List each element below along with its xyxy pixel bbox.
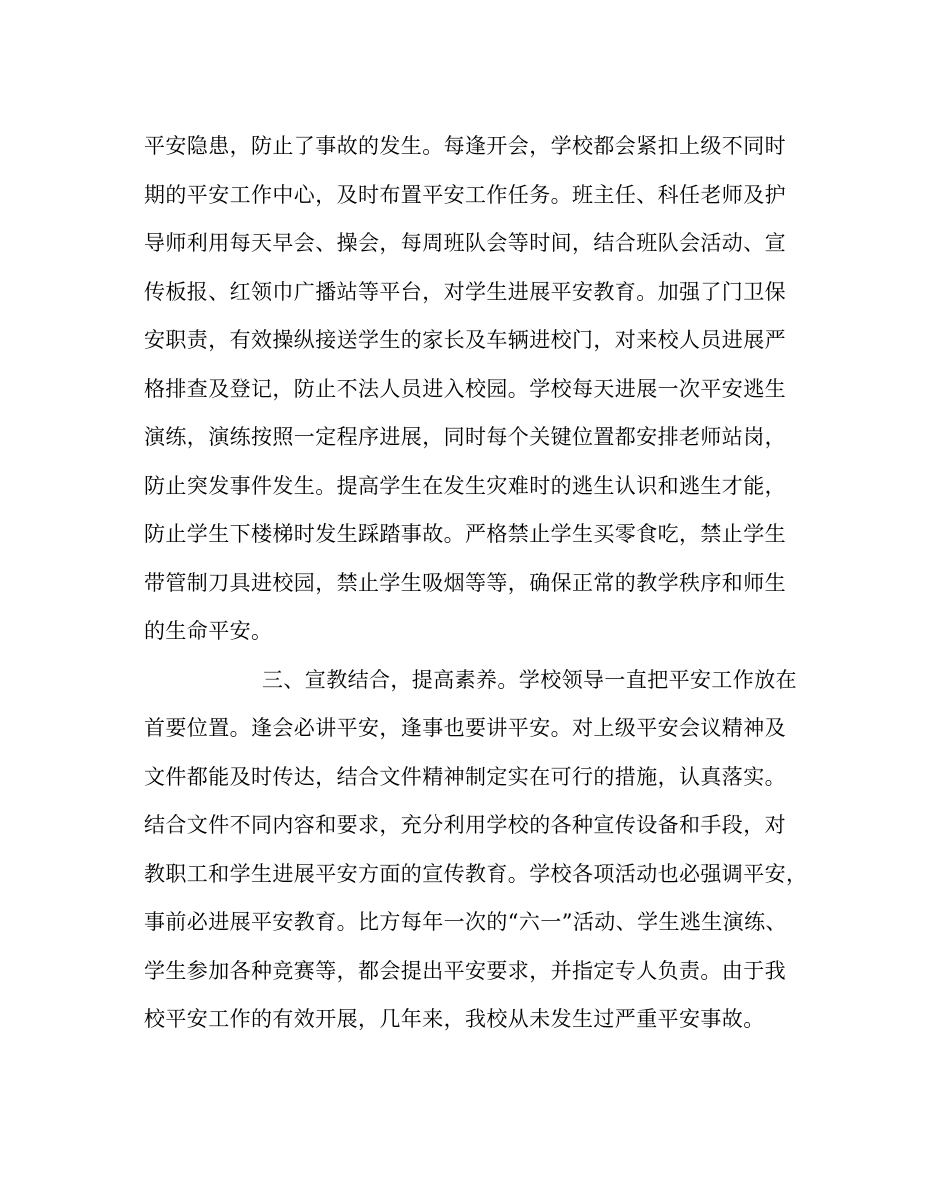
text-line: 导师利用每天早会、操会，每周班队会等时间，结合班队会活动、宣 bbox=[144, 231, 786, 255]
text-line: 教职工和学生进展平安方面的宣传教育。学校各项活动也必强调平安， bbox=[144, 861, 808, 886]
text-line: 传板报、红领巾广播站等平台，对学生进展平安教育。加强了门卫保 bbox=[144, 279, 786, 304]
section-heading-line: 三、宣教结合，提高素养。学校领导一直把平安工作放在 bbox=[262, 667, 797, 692]
text-line: 平安隐患，防止了事故的发生。每逢开会，学校都会紧扣上级不同时 bbox=[144, 134, 786, 158]
text-line: 事前必进展平安教育。比方每年一次的“六一”活动、学生逃生演练、 bbox=[144, 910, 787, 934]
body-text bbox=[144, 122, 824, 1044]
text-line: 的生命平安。 bbox=[144, 619, 273, 643]
text-line: 结合文件不同内容和要求，充分利用学校的各种宣传设备和手段，对 bbox=[144, 813, 786, 837]
text-line: 期的平安工作中心，及时布置平安工作任务。班主任、科任老师及护 bbox=[144, 182, 786, 207]
text-line: 带管制刀具进校园，禁止学生吸烟等等，确保正常的教学秩序和师生 bbox=[144, 570, 786, 595]
text-line: 演练，演练按照一定程序进展，同时每个关键位置都安排老师站岗， bbox=[144, 425, 786, 449]
text-line: 防止突发事件发生。提高学生在发生灾难时的逃生认识和逃生才能， bbox=[144, 473, 786, 498]
text-line: 格排查及登记，防止不法人员进入校园。学校每天进展一次平安逃生 bbox=[144, 376, 786, 401]
text-line: 文件都能及时传达，结合文件精神制定实在可行的措施，认真落实。 bbox=[144, 764, 786, 789]
text-line: 校平安工作的有效开展，几年来，我校从未发生过严重平安事故。 bbox=[144, 1007, 765, 1031]
text-line: 防止学生下楼梯时发生踩踏事故。严格禁止学生买零食吃，禁止学生 bbox=[144, 522, 786, 546]
text-line: 安职责，有效操纵接送学生的家长及车辆进校门，对来校人员进展严 bbox=[144, 328, 786, 352]
text-line: 首要位置。逢会必讲平安，逢事也要讲平安。对上级平安会议精神及 bbox=[144, 716, 786, 740]
text-line: 学生参加各种竞赛等，都会提出平安要求，并指定专人负责。由于我 bbox=[144, 958, 786, 983]
